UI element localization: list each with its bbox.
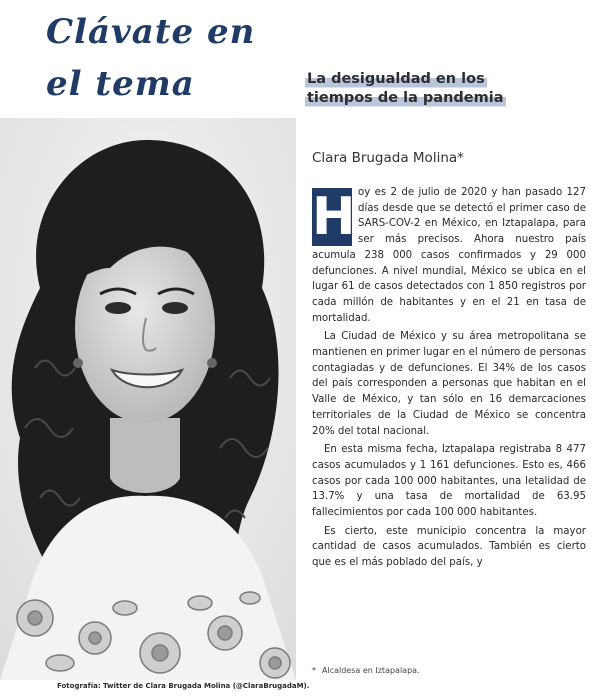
section-title-line-2: el tema [46, 64, 195, 104]
author-portrait-photo [0, 118, 296, 680]
author-name: Clara Brugada Molina* [312, 150, 464, 166]
footnote-mark: * [312, 666, 316, 675]
footnote [312, 666, 420, 675]
article-body [312, 185, 586, 574]
footnote-text: Alcaldesa en Iztapalapa. [322, 666, 420, 675]
drop-cap: H [312, 187, 356, 247]
article-title-line-1: La desigualdad en los [307, 71, 485, 87]
article-title-line-2: tiempos de la pandemia [307, 90, 504, 106]
portrait-illustration [0, 118, 296, 680]
section-title-line-1: Clávate en [46, 12, 256, 52]
section-title [46, 6, 255, 110]
photo-caption: Fotografía: Twitter de Clara Brugada Molina (@ClaraBrugadaM). [57, 682, 310, 690]
paragraph-3: En esta misma fecha, Iztapalapa registraba 8 477 casos acumulados y 1 161 defunciones. Esto es, 466 casos por cada 100 000 habitantes, una letalidad de 13.7% y una tasa de mortalidad de 63.95 fallecimientos por cada 100 000 habitantes. [312, 444, 586, 519]
paragraph-2: La Ciudad de México y su área metropolitana se mantienen en primer lugar en el número de personas contagiadas y de defunciones. El 34% de los casos del país corresponden a personas que habitan en el Valle de México, y tan sólo en 16 demarcaciones territoriales de la Ciudad de México se concentra 20% del total nacional. [312, 331, 586, 437]
article-title [305, 70, 555, 108]
paragraph-1 [312, 185, 586, 326]
paragraph-1-text: oy es 2 de julio de 2020 y han pasado 127 días desde que se detectó el primer caso de SARS-COV-2 en México, en Iztapalapa, para ser más precisos. Ahora nuestro país acumula 238 000 casos confirmados y 29 000 defunciones. A nivel mundial, México se ubica en el lugar 61 de casos detectados con 1 850 registros por cada millón de habitantes y en el 21 en tasa de mortalidad. [312, 187, 586, 324]
paragraph-4: Es cierto, este municipio concentra la mayor cantidad de casos acumulados. También es cierto que es el más poblado del país, y [312, 525, 586, 569]
